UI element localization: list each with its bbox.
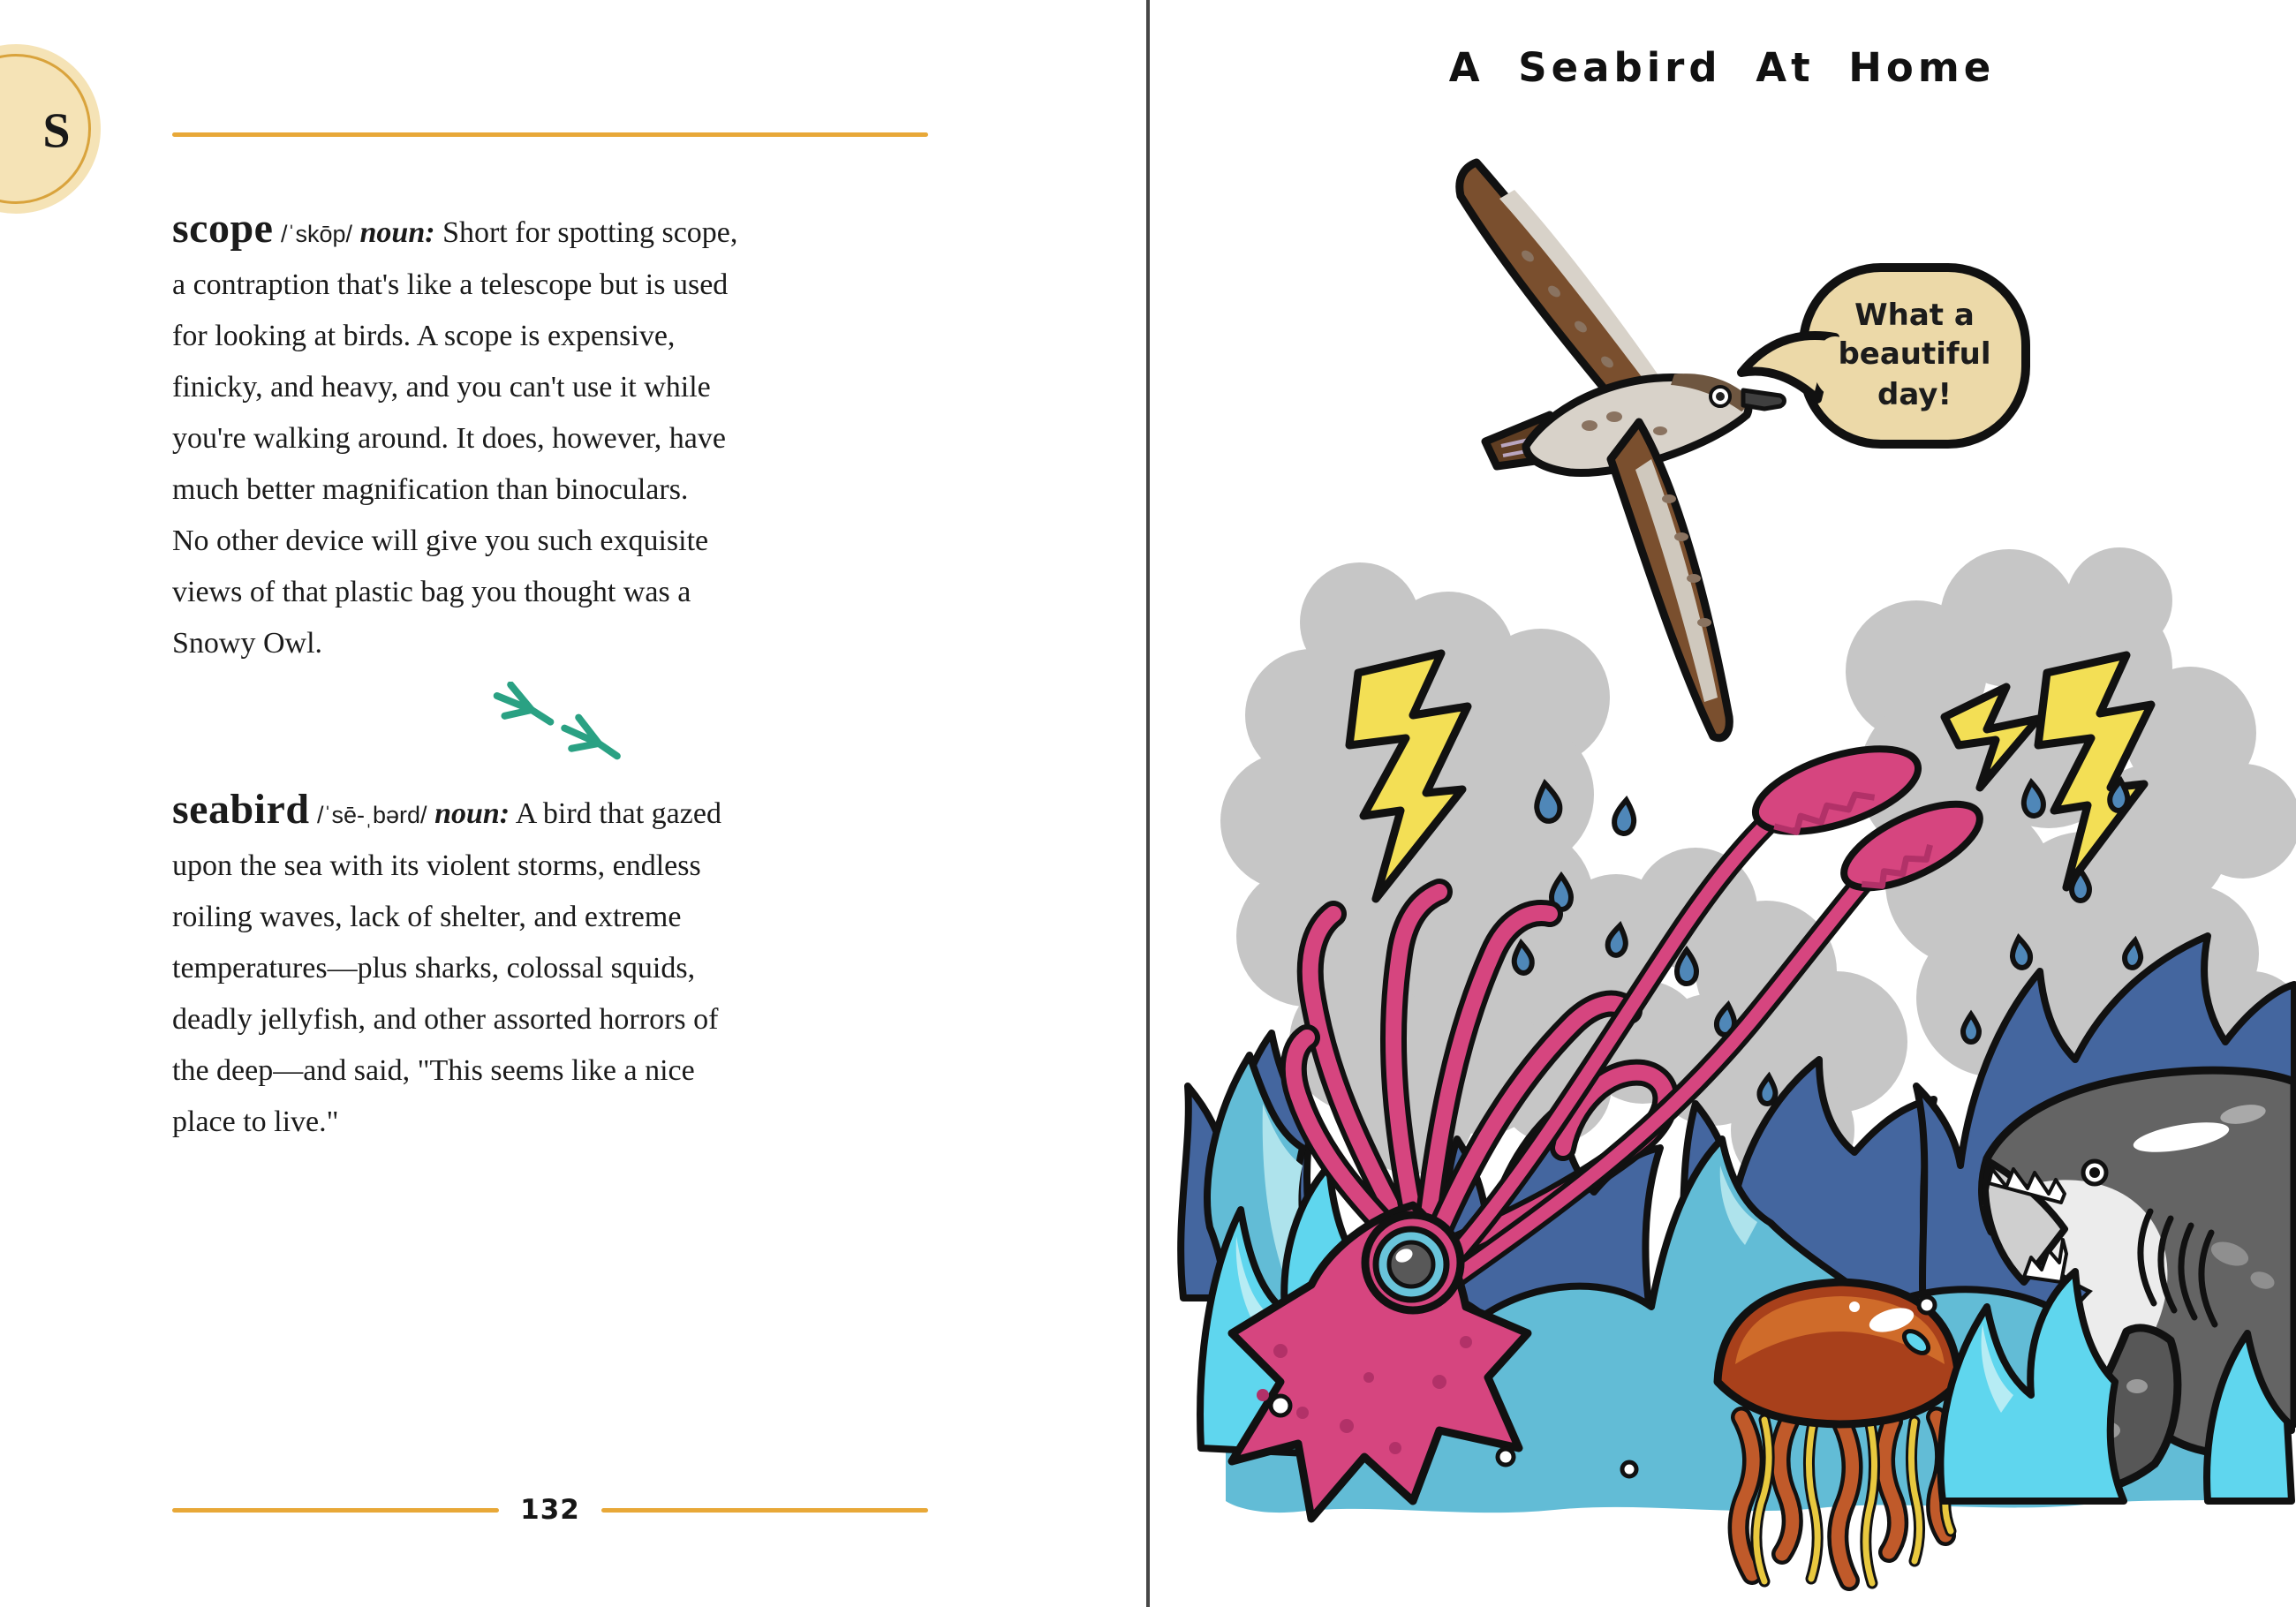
entry-definition-line: upon the sea with its violent storms, endless — [172, 849, 701, 882]
entry-definition-line: much better magnification than binoculars. — [172, 473, 689, 506]
entry-pronunciation: /ˈskōp/ — [280, 221, 353, 247]
entry-definition-line: finicky, and heavy, and you can't use it while — [172, 371, 711, 404]
page-number: 132 — [520, 1494, 580, 1526]
entry-part-of-speech: noun: — [359, 216, 435, 249]
entry-headword: scope — [172, 205, 274, 252]
entry-definition-line: Snowy Owl. — [172, 627, 323, 660]
entry-first-line — [172, 203, 937, 260]
entry-definition-line: No other device will give you such exquisite — [172, 524, 709, 557]
entry-definition-line: views of that plastic bag you thought was a — [172, 576, 691, 608]
speech-bubble — [1741, 268, 2026, 444]
entry-definition-start: Short for spotting scope, — [442, 216, 738, 249]
entry-first-line — [172, 784, 937, 841]
page-footer — [172, 1494, 928, 1526]
entry-definition-line: the deep—and said, "This seems like a nice — [172, 1054, 695, 1087]
speech-bubble-line: day! — [1877, 377, 1952, 412]
entry-definition-line: you're walking around. It does, however, have — [172, 422, 726, 455]
entry-definition-line: roiling waves, lack of shelter, and extreme — [172, 901, 682, 933]
section-letter-tab — [0, 44, 101, 214]
section-letter: S — [42, 103, 71, 159]
illustration-title: A Seabird At Home — [1448, 44, 1996, 91]
entry-headword: seabird — [172, 786, 310, 833]
speech-bubble-line: What a — [1854, 298, 1975, 333]
dictionary-entry-scope — [172, 203, 937, 669]
entry-definition-line: deadly jellyfish, and other assorted horrors of — [172, 1003, 719, 1036]
seabird-illustration — [1148, 0, 2296, 1607]
dictionary-entry-seabird — [172, 784, 937, 1148]
bird-footprints-icon — [477, 682, 645, 773]
footer-rule-left — [172, 1508, 499, 1513]
entry-pronunciation: /ˈsē-ˌbərd/ — [317, 802, 427, 828]
entry-definition-line: place to live." — [172, 1105, 339, 1138]
entry-part-of-speech: noun: — [434, 797, 510, 830]
top-gold-rule — [172, 132, 928, 137]
entry-definition-line: temperatures—plus sharks, colossal squids, — [172, 952, 696, 985]
right-page — [1148, 0, 2296, 1607]
entry-definition-line: a contraption that's like a telescope but is used — [172, 268, 729, 301]
speech-bubble-line: beautiful — [1838, 336, 1991, 372]
page-divider — [1146, 0, 1150, 1607]
entry-definition-line: for looking at birds. A scope is expensive, — [172, 320, 676, 352]
footer-rule-right — [601, 1508, 928, 1513]
entry-definition-start: A bird that gazed — [515, 797, 721, 830]
